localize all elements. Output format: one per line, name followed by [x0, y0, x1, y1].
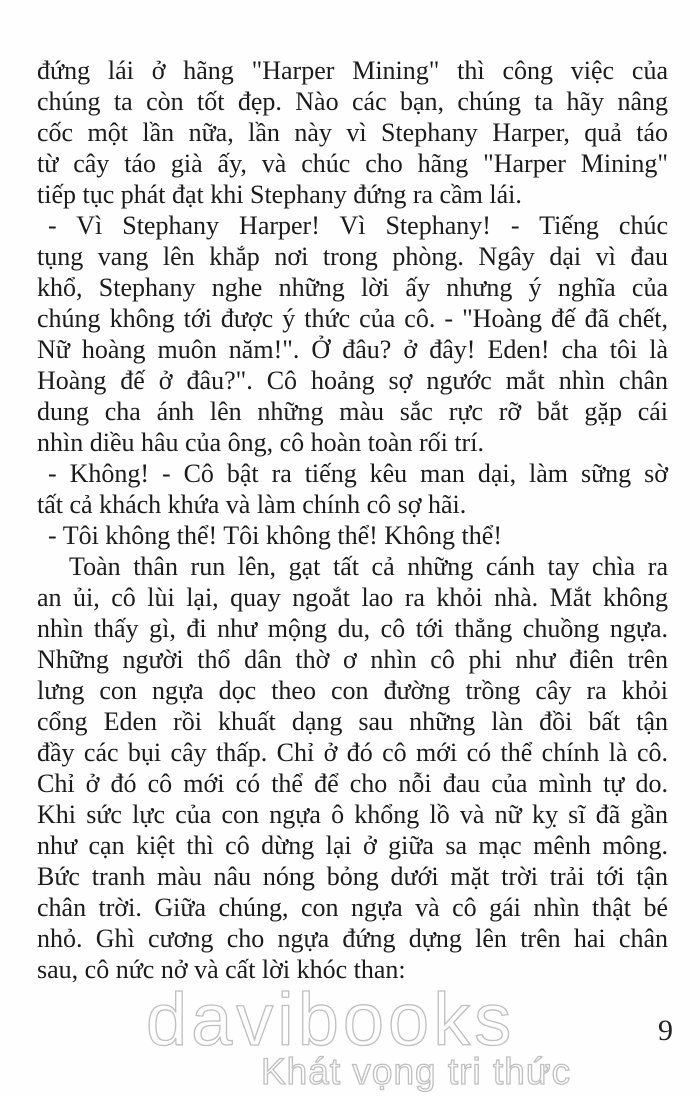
- paragraph: [37, 520, 668, 551]
- paragraph: [37, 55, 668, 210]
- text-line: Chỉ ở đó cô mới có thể để cho nỗi đau của mình tự do.: [37, 769, 668, 798]
- text-line: dung cha ánh lên những màu sắc rực rỡ bắt gặp cái: [37, 397, 668, 426]
- text-line: - Tôi không thể! Tôi không thể! Không thể!: [48, 521, 502, 550]
- page-number: 9: [658, 1014, 673, 1047]
- text-line: Hoàng đế ở đâu?". Cô hoảng sợ ngước mắt nhìn chân: [37, 366, 668, 395]
- text-line: Những người thổ dân thờ ơ nhìn cô phi như điên trên: [37, 645, 668, 674]
- text-line: cổng Eden rồi khuất dạng sau những làn đồi bất tận: [37, 707, 668, 736]
- text-line: - Không! - Cô bật ra tiếng kêu man dại, làm sững sờ: [48, 459, 668, 488]
- text-line: sau, cô nức nở và cất lời khóc than:: [37, 955, 406, 984]
- text-line: chúng ta còn tốt đẹp. Nào các bạn, chúng ta hãy nâng: [37, 87, 668, 116]
- text-line: - Vì Stephany Harper! Vì Stephany! - Tiếng chúc: [48, 211, 668, 240]
- text-line: đầy các bụi cây thấp. Chỉ ở đó cô mới có thể chính là cô.: [37, 738, 668, 767]
- text-line: Toàn thân run lên, gạt tất cả những cánh tay chìa ra: [69, 552, 668, 581]
- text-line: nhìn diều hâu của ông, cô hoàn toàn rối trí.: [37, 428, 484, 457]
- text-line: chúng không tới được ý thức của cô. - "Hoàng đế đã chết,: [37, 304, 668, 333]
- text-line: Nữ hoàng muôn năm!". Ở đâu? ở đây! Eden! cha tôi là: [37, 335, 668, 364]
- text-line: Bức tranh màu nâu nóng bỏng dưới mặt trời trải tới tận: [37, 862, 668, 891]
- watermark-slogan: Khát vọng tri thức: [261, 1051, 572, 1092]
- paragraph: [37, 458, 668, 520]
- text-line: nhìn thấy gì, đi như mộng du, cô tới thẳng chuồng ngựa.: [37, 614, 668, 643]
- text-line: cốc một lần nữa, lần này vì Stephany Harper, quả táo: [37, 118, 668, 147]
- text-line: tụng vang lên khắp nơi trong phòng. Ngây dại vì đau: [37, 242, 668, 271]
- text-line: an ủi, cô lùi lại, quay ngoắt lao ra khỏi nhà. Mắt không: [37, 583, 668, 612]
- text-line: từ cây táo già ấy, và chúc cho hãng "Harper Mining": [37, 149, 668, 178]
- text-line: lưng con ngựa dọc theo con đường trồng cây ra khỏi: [37, 676, 668, 705]
- text-line: tiếp tục phát đạt khi Stephany đứng ra cầm lái.: [37, 180, 522, 209]
- text-line: khổ, Stephany nghe những lời ấy nhưng ý nghĩa của: [37, 273, 668, 302]
- text-line: tất cả khách khứa và làm chính cô sợ hãi.: [37, 490, 467, 519]
- text-line: như cạn kiệt thì cô dừng lại ở giữa sa mạc mênh mông.: [37, 831, 668, 860]
- paragraph: [37, 210, 668, 458]
- paragraph: [37, 551, 668, 985]
- body-text: [37, 55, 668, 985]
- text-line: Khi sức lực của con ngựa ô khổng lồ và nữ kỵ sĩ đã gần: [37, 800, 668, 829]
- davibooks-watermark: davibooks: [146, 978, 516, 1061]
- text-line: đứng lái ở hãng "Harper Mining" thì công việc của: [37, 56, 668, 85]
- text-line: chân trời. Giữa chúng, con ngựa và cô gái nhìn thật bé: [37, 893, 668, 922]
- text-line: nhỏ. Ghì cương cho ngựa đứng dựng lên trên hai chân: [37, 924, 668, 953]
